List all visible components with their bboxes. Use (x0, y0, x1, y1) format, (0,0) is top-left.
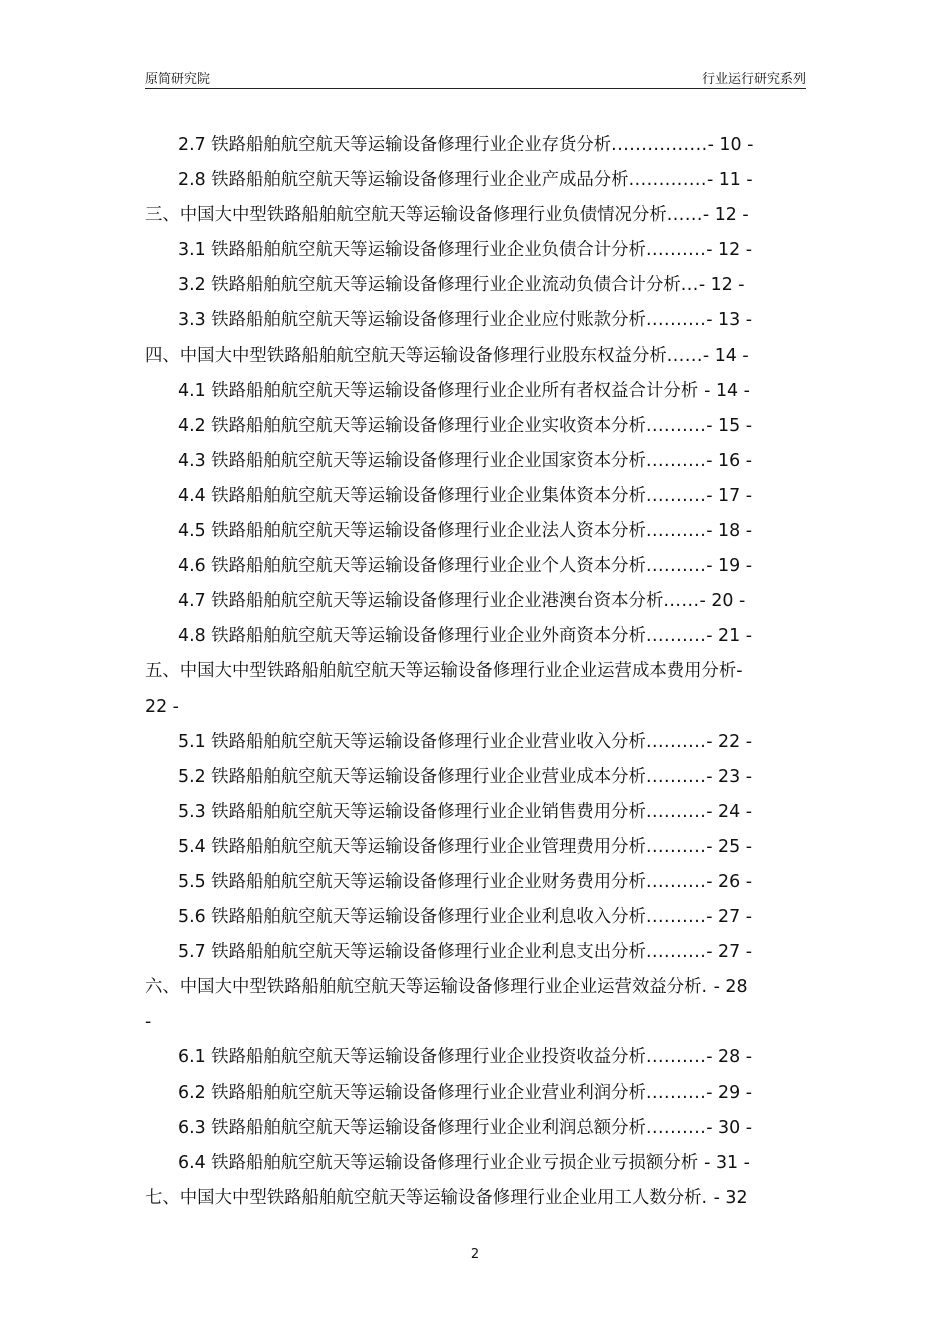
toc-entry[interactable] (145, 409, 806, 444)
toc-entry-title: 22 - (145, 696, 179, 717)
toc-entry-title: 4.5 铁路船舶航空航天等运输设备修理行业企业法人资本分析 (178, 521, 646, 542)
toc-entry-title: 3.3 铁路船舶航空航天等运输设备修理行业企业应付账款分析 (178, 310, 646, 331)
toc-entry-page: - 20 - (699, 591, 746, 612)
toc-entry-page: - 15 - (706, 415, 752, 436)
toc-entry-title: - (145, 1012, 152, 1033)
toc-entry-title: 五、中国大中型铁路船舶航空航天等运输设备修理行业企业运营成本费用分析 (145, 661, 737, 682)
toc-entry[interactable] (145, 690, 806, 725)
toc-entry-title: 5.4 铁路船舶航空航天等运输设备修理行业企业管理费用分析 (178, 836, 646, 857)
toc-entry-title: 4.7 铁路船舶航空航天等运输设备修理行业企业港澳台资本分析 (178, 591, 664, 612)
toc-entry[interactable] (145, 128, 806, 163)
toc-entry[interactable] (145, 619, 806, 654)
toc-entry[interactable] (145, 233, 806, 268)
toc-entry-page: - 11 - (706, 170, 753, 191)
toc-entry-title: 3.2 铁路船舶航空航天等运输设备修理行业企业流动负债合计分析 (178, 275, 681, 296)
toc-leader-dots: .......... (645, 415, 707, 436)
toc-entry-page: - 22 - (706, 731, 752, 752)
toc-leader-dots: .......... (645, 240, 707, 261)
toc-entry-page: - 29 - (706, 1082, 752, 1103)
toc-leader-dots: . (701, 977, 714, 998)
toc-entry[interactable] (145, 935, 806, 970)
toc-entry-page: - 19 - (706, 556, 752, 577)
page-header (145, 66, 806, 89)
toc-entry-page: - 14 - (702, 345, 749, 366)
toc-leader-dots: ...... (666, 345, 703, 366)
toc-entry-title: 3.1 铁路船舶航空航天等运输设备修理行业企业负债合计分析 (178, 240, 646, 261)
toc-entry-title: 5.5 铁路船舶航空航天等运输设备修理行业企业财务费用分析 (178, 871, 646, 892)
toc-entry[interactable] (145, 163, 806, 198)
toc-leader-dots: .......... (645, 310, 707, 331)
toc-entry-page: - 28 - (706, 1047, 752, 1068)
toc-entry-page: - 13 - (706, 310, 752, 331)
toc-leader-dots: .......... (645, 731, 707, 752)
toc-entry-title: 5.2 铁路船舶航空航天等运输设备修理行业企业营业成本分析 (178, 766, 646, 787)
toc-entry-page: - 28 (713, 977, 748, 998)
toc-entry-title: 6.1 铁路船舶航空航天等运输设备修理行业企业投资收益分析 (178, 1047, 646, 1068)
toc-entry-title: 6.2 铁路船舶航空航天等运输设备修理行业企业营业利润分析 (178, 1082, 646, 1103)
toc-entry-title: 4.2 铁路船舶航空航天等运输设备修理行业企业实收资本分析 (178, 415, 646, 436)
toc-leader-dots: .......... (645, 871, 707, 892)
toc-entry-title: 6.3 铁路船舶航空航天等运输设备修理行业企业利润总额分析 (178, 1117, 646, 1138)
toc-leader-dots: .......... (645, 556, 707, 577)
toc-entry-title: 4.4 铁路船舶航空航天等运输设备修理行业企业集体资本分析 (178, 485, 646, 506)
toc-leader-dots: .......... (645, 1047, 707, 1068)
toc-entry[interactable] (145, 654, 806, 689)
toc-leader-dots: ...... (663, 591, 700, 612)
toc-entry-title: 2.7 铁路船舶航空航天等运输设备修理行业企业存货分析 (178, 135, 612, 155)
toc-leader-dots: .......... (645, 626, 707, 647)
toc-entry[interactable] (145, 198, 806, 233)
toc-entry-page: - 14 - (704, 380, 750, 401)
toc-entry[interactable] (145, 444, 806, 479)
toc-entry-title: 4.1 铁路船舶航空航天等运输设备修理行业企业所有者权益合计分析 (178, 380, 699, 401)
toc-entry-title: 5.3 铁路船舶航空航天等运输设备修理行业企业销售费用分析 (178, 801, 646, 822)
header-series: 行业运行研究系列 (701, 72, 806, 87)
toc-entry[interactable] (145, 268, 806, 303)
toc-entry[interactable] (145, 970, 806, 1005)
toc-entry-title: 5.7 铁路船舶航空航天等运输设备修理行业企业利息支出分析 (178, 942, 646, 963)
toc-leader-dots: .......... (645, 485, 707, 506)
toc-leader-dots: .......... (645, 521, 707, 542)
toc-entry-title: 5.6 铁路船舶航空航天等运输设备修理行业企业利息收入分析 (178, 907, 646, 928)
toc-entry-page: - 24 - (706, 801, 752, 822)
toc-leader-dots: .......... (645, 907, 707, 928)
toc-entry[interactable] (145, 1005, 806, 1040)
toc-entry-page: - 30 - (706, 1117, 752, 1138)
toc-entry[interactable] (145, 1040, 806, 1075)
toc-leader-dots: .......... (645, 942, 707, 963)
toc-entry-title: 4.3 铁路船舶航空航天等运输设备修理行业企业国家资本分析 (178, 450, 646, 471)
toc-entry-page: - 17 - (706, 485, 752, 506)
toc-entry[interactable] (145, 900, 806, 935)
toc-entry-page: - 23 - (706, 766, 752, 787)
toc-leader-dots: .......... (645, 766, 707, 787)
toc-entry[interactable] (145, 1076, 806, 1111)
table-of-contents (145, 128, 806, 1216)
toc-entry[interactable] (145, 303, 806, 338)
toc-entry[interactable] (145, 1181, 806, 1216)
toc-entry-page: - 18 - (706, 521, 752, 542)
toc-entry-title: 4.6 铁路船舶航空航天等运输设备修理行业企业个人资本分析 (178, 556, 646, 577)
toc-entry-page: - 10 - (707, 135, 754, 155)
toc-entry-page: - 32 (713, 1187, 748, 1208)
toc-entry-page: - 12 - (702, 205, 749, 226)
toc-entry-title: 6.4 铁路船舶航空航天等运输设备修理行业企业亏损企业亏损额分析 (178, 1152, 699, 1173)
toc-entry-page: - 31 - (704, 1152, 750, 1173)
toc-entry-title: 4.8 铁路船舶航空航天等运输设备修理行业企业外商资本分析 (178, 626, 646, 647)
toc-entry[interactable] (145, 760, 806, 795)
toc-entry-title: 四、中国大中型铁路船舶航空航天等运输设备修理行业股东权益分析 (145, 345, 667, 366)
header-publisher: 原简研究院 (145, 72, 211, 87)
toc-leader-dots: .......... (645, 1082, 707, 1103)
toc-leader-dots: ............. (628, 170, 707, 191)
toc-entry-page: - 21 - (706, 626, 752, 647)
toc-leader-dots: .......... (645, 450, 707, 471)
toc-leader-dots: ................ (611, 135, 708, 155)
toc-entry-page: - 27 - (706, 907, 752, 928)
toc-entry-page: - 26 - (706, 871, 752, 892)
toc-entry[interactable] (145, 725, 806, 760)
toc-entry[interactable] (145, 479, 806, 514)
toc-entry[interactable] (145, 795, 806, 830)
toc-entry-page: - 27 - (706, 942, 752, 963)
toc-entry[interactable] (145, 549, 806, 584)
toc-entry-page: - 12 - (698, 275, 745, 296)
toc-entry[interactable] (145, 584, 806, 619)
toc-entry-page: - (736, 661, 743, 682)
toc-entry[interactable] (145, 514, 806, 549)
toc-entry-page: - 12 - (706, 240, 752, 261)
toc-entry[interactable] (145, 1111, 806, 1146)
toc-entry[interactable] (145, 865, 806, 900)
toc-leader-dots: .......... (645, 1117, 707, 1138)
toc-entry[interactable] (145, 374, 806, 409)
toc-leader-dots: ... (680, 275, 699, 296)
toc-entry-title: 5.1 铁路船舶航空航天等运输设备修理行业企业营业收入分析 (178, 731, 646, 752)
toc-entry-page: - 25 - (706, 836, 752, 857)
toc-entry-page: - 16 - (706, 450, 752, 471)
toc-entry-title: 三、中国大中型铁路船舶航空航天等运输设备修理行业负债情况分析 (145, 205, 667, 226)
toc-entry-title: 六、中国大中型铁路船舶航空航天等运输设备修理行业企业运营效益分析 (145, 977, 702, 998)
toc-leader-dots: . (701, 1187, 714, 1208)
toc-leader-dots: .......... (645, 801, 707, 822)
toc-leader-dots: .......... (645, 836, 707, 857)
toc-entry[interactable] (145, 339, 806, 374)
page-number: 2 (470, 1247, 480, 1262)
toc-leader-dots: ...... (666, 205, 703, 226)
toc-entry-title: 七、中国大中型铁路船舶航空航天等运输设备修理行业企业用工人数分析 (145, 1187, 702, 1208)
toc-entry-title: 2.8 铁路船舶航空航天等运输设备修理行业企业产成品分析 (178, 170, 629, 191)
toc-entry[interactable] (145, 1146, 806, 1181)
toc-entry[interactable] (145, 830, 806, 865)
